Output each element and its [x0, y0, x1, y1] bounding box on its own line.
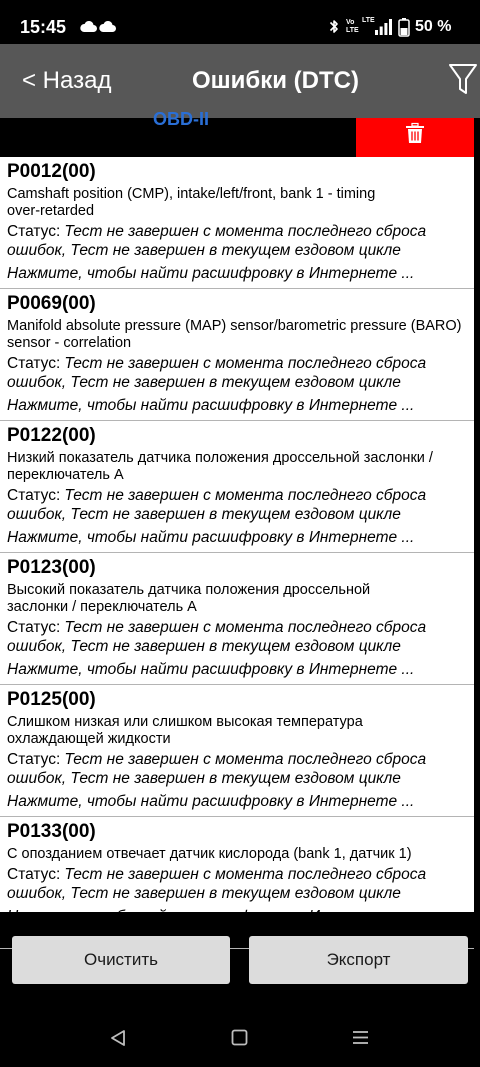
export-button[interactable]: Экспорт [249, 936, 468, 984]
volte-bottom-text: LTE [346, 27, 359, 34]
status-value: Тест не завершен с момента последнего сброса ошибок, Тест не завершен в текущем ездовом цикле [7, 487, 427, 523]
nav-back-icon[interactable] [110, 1029, 126, 1047]
status-value: Тест не завершен с момента последнего сброса ошибок, Тест не завершен в текущем ездовом цикле [7, 355, 427, 391]
status-label: Статус: [7, 866, 61, 883]
dtc-status [7, 618, 467, 656]
battery-icon [398, 18, 410, 37]
dtc-status [7, 354, 467, 392]
dtc-description: Низкий показатель датчика положения дроссельной заслонки / переключатель A [7, 450, 433, 483]
dtc-list-item[interactable] [0, 157, 474, 289]
dtc-list[interactable] [0, 157, 474, 925]
dtc-list-item[interactable] [0, 817, 474, 949]
dtc-code: P0123(00) [7, 557, 96, 578]
status-value: Тест не завершен с момента последнего сброса ошибок, Тест не завершен в текущем ездовом цикле [7, 619, 427, 655]
status-label: Статус: [7, 751, 61, 768]
banner-strip [0, 109, 480, 157]
status-value: Тест не завершен с момента последнего сброса ошибок, Тест не завершен в текущем ездовом цикле [7, 866, 427, 902]
trash-icon [406, 123, 424, 143]
dtc-list-item[interactable] [0, 685, 474, 817]
signal-icon [375, 19, 392, 35]
dtc-description: Camshaft position (CMP), intake/left/front, bank 1 - timing over-retarded [7, 186, 376, 219]
clear-button[interactable]: Очистить [12, 936, 230, 984]
filter-icon[interactable] [448, 63, 478, 95]
dtc-description: Слишком низкая или слишком высокая температура охлаждающей жидкости [7, 714, 363, 747]
dtc-status [7, 486, 467, 524]
system-nav-bar [0, 1010, 480, 1067]
dtc-status [7, 750, 467, 788]
app-bar [0, 44, 480, 118]
status-bar [0, 0, 480, 44]
bluetooth-icon [329, 18, 339, 35]
search-online-link[interactable]: Нажмите, чтобы найти расшифровку в Интернете ... [7, 265, 415, 282]
dtc-description: Высокий показатель датчика положения дроссельной заслонки / переключатель A [7, 582, 371, 615]
status-label: Статус: [7, 223, 61, 240]
status-label: Статус: [7, 487, 61, 504]
status-label: Статус: [7, 355, 61, 372]
dtc-status [7, 865, 467, 903]
nav-recents-icon[interactable] [352, 1030, 369, 1045]
search-online-link[interactable]: Нажмите, чтобы найти расшифровку в Интернете ... [7, 908, 415, 925]
dtc-list-item[interactable] [0, 289, 474, 421]
search-online-link[interactable]: Нажмите, чтобы найти расшифровку в Интернете ... [7, 793, 415, 810]
network-type: LTE [362, 17, 375, 24]
battery-percent: 50 % [415, 18, 452, 35]
cloud-icon [99, 20, 116, 32]
status-value: Тест не завершен с момента последнего сброса ошибок, Тест не завершен в текущем ездовом цикле [7, 751, 427, 787]
search-online-link[interactable]: Нажмите, чтобы найти расшифровку в Интернете ... [7, 397, 415, 414]
volte-indicator [346, 19, 359, 35]
search-online-link[interactable]: Нажмите, чтобы найти расшифровку в Интернете ... [7, 529, 415, 546]
dtc-list-item[interactable] [0, 553, 474, 685]
status-value: Тест не завершен с момента последнего сброса ошибок, Тест не завершен в текущем ездовом цикле [7, 223, 427, 259]
search-online-link[interactable]: Нажмите, чтобы найти расшифровку в Интернете ... [7, 661, 415, 678]
obd-logo-text: OBD-II [153, 109, 209, 129]
dtc-code: P0069(00) [7, 293, 96, 314]
dtc-status [7, 222, 467, 260]
nav-home-icon[interactable] [231, 1029, 248, 1046]
clock: 15:45 [20, 17, 67, 37]
delete-button[interactable] [356, 118, 474, 157]
cloud-icon [80, 20, 97, 32]
dtc-code: P0122(00) [7, 425, 96, 446]
dtc-code: P0125(00) [7, 689, 96, 710]
page-title: Ошибки (DTC) [192, 67, 359, 94]
status-label: Статус: [7, 619, 61, 636]
dtc-code: P0133(00) [7, 821, 96, 842]
dtc-list-item[interactable] [0, 421, 474, 553]
dtc-description: Manifold absolute pressure (MAP) sensor/barometric pressure (BARO) sensor - correlation [7, 318, 462, 351]
volte-top-text: Vo [346, 19, 355, 26]
dtc-description: С опозданием отвечает датчик кислорода (bank 1, датчик 1) [7, 846, 412, 862]
back-button[interactable]: < Назад [22, 67, 112, 94]
dtc-code: P0012(00) [7, 161, 96, 182]
